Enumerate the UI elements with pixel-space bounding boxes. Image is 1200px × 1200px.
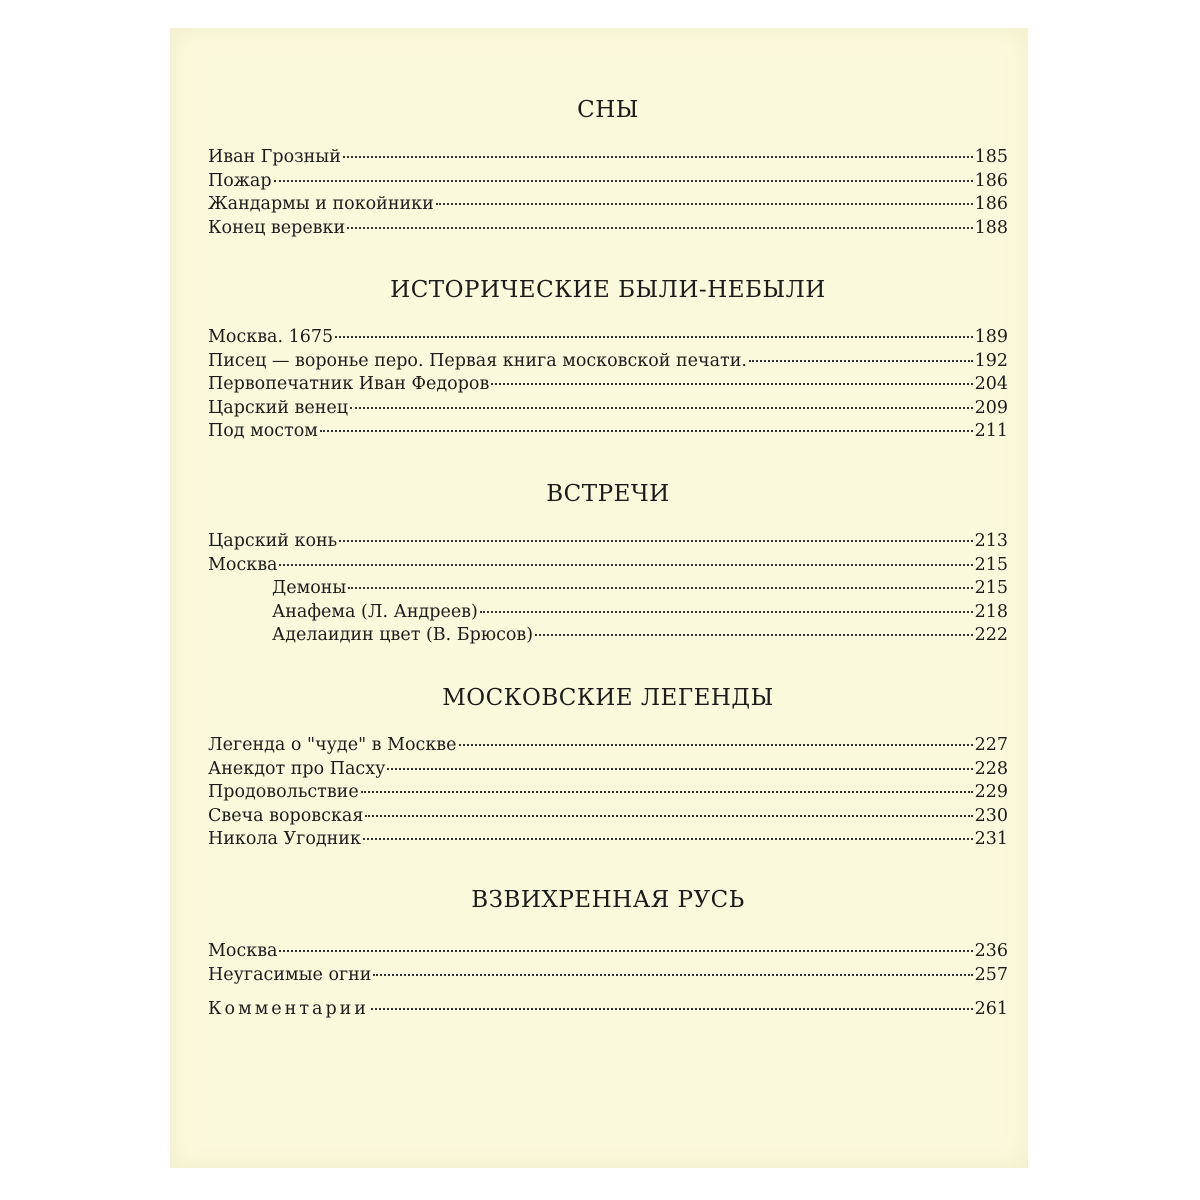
section-title: СНЫ (577, 97, 639, 123)
entry-label: Анафема (Л. Андреев) (272, 601, 478, 622)
section-title: ВЗВИХРЕННАЯ РУСЬ (471, 887, 745, 913)
entry-page: 189 (974, 327, 1008, 347)
dot-leader (279, 950, 972, 952)
entry-page: 236 (974, 941, 1008, 961)
entry-label: Москва (208, 554, 278, 575)
toc-section (208, 96, 1008, 240)
dot-leader (363, 838, 973, 840)
dot-leader (387, 768, 972, 770)
toc-entry (208, 781, 1008, 805)
entry-label: Под мостом (208, 421, 318, 441)
entry-label: Продовольствие (208, 782, 359, 802)
entry-label: Аделаидин цвет (В. Брюсов) (272, 625, 534, 645)
dot-leader (347, 227, 972, 229)
toc-entry (208, 326, 1008, 350)
toc-section (208, 684, 1008, 852)
entry-label: Комментарии (208, 999, 369, 1019)
entry-page: 213 (974, 531, 1008, 551)
entry-page: 204 (974, 374, 1008, 394)
entry-page: 222 (974, 625, 1008, 645)
toc-entry (208, 530, 1008, 554)
entry-page: 227 (974, 735, 1008, 755)
dot-leader (335, 336, 972, 338)
dot-leader (348, 587, 972, 589)
dot-leader (350, 407, 973, 409)
entry-page: 257 (974, 964, 1008, 985)
section-title: ВСТРЕЧИ (546, 481, 670, 507)
entry-label: Свеча воровская (208, 805, 364, 826)
dot-leader (436, 203, 973, 205)
entry-label: Анекдот про Пасху (208, 758, 386, 779)
entry-page: 211 (974, 421, 1008, 441)
entry-page: 215 (974, 578, 1008, 598)
dot-leader (320, 430, 973, 432)
entry-page: 261 (974, 999, 1008, 1019)
dot-leader (371, 1008, 973, 1010)
entry-label: Неугасимые огни (208, 964, 372, 985)
toc-entry (208, 940, 1008, 964)
toc-entry-commentary (208, 998, 1008, 1022)
toc-entry (208, 734, 1008, 758)
toc-entry (208, 373, 1008, 397)
toc-subentry (208, 577, 1008, 601)
entry-label: Москва. 1675 (208, 327, 334, 347)
dot-leader (480, 611, 973, 613)
entry-label: Москва (208, 941, 278, 961)
toc-entry (208, 170, 1008, 194)
toc-subentry (208, 601, 1008, 625)
entry-label: Никола Угодник (208, 829, 361, 849)
dot-leader (535, 634, 972, 636)
toc-entry (208, 193, 1008, 217)
toc-entry (208, 758, 1008, 782)
dot-leader (274, 180, 973, 182)
entry-label: Писец — воронье перо. Первая книга московской печати. (208, 350, 747, 371)
entry-page: 186 (974, 194, 1008, 214)
entry-page: 192 (974, 350, 1008, 371)
section-title: МОСКОВСКИЕ ЛЕГЕНДЫ (442, 685, 774, 711)
entry-label: Легенда о "чуде" в Москве (208, 735, 457, 755)
dot-leader (491, 383, 972, 385)
toc-entry (208, 805, 1008, 829)
toc-entry (208, 146, 1008, 170)
toc-section (208, 276, 1008, 444)
entry-page: 231 (974, 829, 1008, 849)
entry-label: Царский конь (208, 531, 338, 551)
toc-entry (208, 554, 1008, 578)
entry-label: Демоны (272, 578, 347, 598)
toc-section (208, 480, 1008, 648)
dot-leader (459, 744, 973, 746)
entry-label: Жандармы и покойники (208, 194, 434, 214)
entry-page: 230 (974, 805, 1008, 826)
entry-label: Царский венец (208, 397, 349, 418)
dot-leader (373, 974, 972, 976)
entry-page: 218 (974, 601, 1008, 622)
toc-entry (208, 420, 1008, 444)
toc-entry (208, 828, 1008, 852)
entry-page: 186 (974, 170, 1008, 191)
toc-entry (208, 397, 1008, 421)
toc-section (208, 886, 1008, 1022)
dot-leader (279, 564, 972, 566)
entry-page: 209 (974, 397, 1008, 418)
toc-entry (208, 964, 1008, 988)
entry-page: 228 (974, 758, 1008, 779)
dot-leader (361, 791, 973, 793)
entry-label: Первопечатник Иван Федоров (208, 374, 490, 394)
toc-entry (208, 350, 1008, 374)
entry-page: 188 (974, 217, 1008, 238)
section-title: ИСТОРИЧЕСКИЕ БЫЛИ-НЕБЫЛИ (390, 277, 826, 303)
dot-leader (365, 815, 972, 817)
toc-subentry (208, 624, 1008, 648)
entry-label: Пожар (208, 170, 272, 191)
dot-leader (749, 360, 973, 362)
book-page (170, 28, 1028, 1168)
dot-leader (343, 156, 973, 158)
entry-page: 215 (974, 554, 1008, 575)
entry-page: 185 (974, 147, 1008, 167)
entry-label: Конец веревки (208, 217, 346, 238)
entry-label: Иван Грозный (208, 147, 341, 167)
entry-page: 229 (974, 782, 1008, 802)
toc-entry (208, 217, 1008, 241)
dot-leader (339, 540, 972, 542)
